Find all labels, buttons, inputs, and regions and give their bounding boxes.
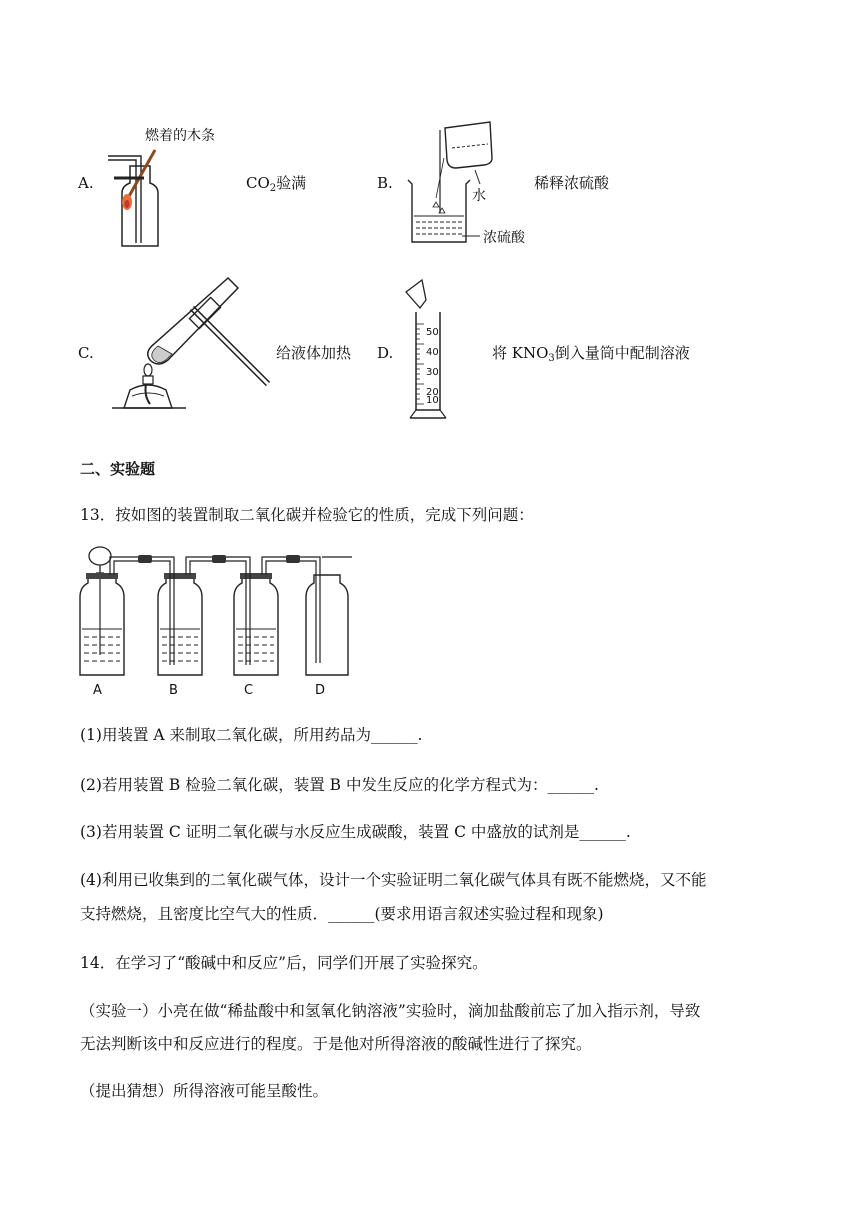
cylinder-tick-20: 20 xyxy=(426,387,439,398)
option-a-letter: A. xyxy=(78,174,94,192)
water-label: 水 xyxy=(472,188,486,204)
option-c-letter: C. xyxy=(78,344,94,362)
option-b-desc: 稀释浓硫酸 xyxy=(534,174,610,192)
heat-liquid-figure xyxy=(110,268,275,413)
bottle-label-a: A xyxy=(93,683,102,698)
q13-stem: 13．按如图的装置制取二氧化碳并检验它的性质，完成下列问题： xyxy=(80,506,534,524)
q13-sub3: (3)若用装置 C 证明二氧化碳与水反应生成碳酸，装置 C 中盛放的试剂是______. xyxy=(80,823,631,841)
section-title: 二、实验题 xyxy=(80,460,156,478)
co2-apparatus-figure xyxy=(74,545,359,680)
burning-stick-label: 燃着的木条 xyxy=(145,128,215,144)
co2-full-test-figure xyxy=(100,148,180,248)
option-a-desc: $CO_2$验满 xyxy=(246,174,307,194)
option-c-desc: 给液体加热 xyxy=(276,344,352,362)
bottle-label-b: B xyxy=(169,683,178,698)
q13-sub1: (1)用装置 A 来制取二氧化碳，所用药品为______. xyxy=(80,726,423,744)
q13-sub4-line1: (4)利用已收集到的二氧化碳气体，设计一个实验证明二氧化碳气体具有既不能燃烧，又不能 xyxy=(80,871,707,889)
q14-stem: 14．在学习了“酸碱中和反应”后，同学们开展了实验探究。 xyxy=(80,954,488,972)
option-d-letter: D. xyxy=(377,344,394,362)
q14-exp1-line1: （实验一）小亮在做“稀盐酸中和氢氧化钠溶液”实验时，滴加盐酸前忘了加入指示剂，导致 xyxy=(80,1002,701,1020)
option-b-letter: B. xyxy=(377,174,393,192)
q14-exp1-line2: 无法判断该中和反应进行的程度。于是他对所得溶液的酸碱性进行了探究。 xyxy=(80,1035,592,1053)
q13-sub2: (2)若用装置 B 检验二氧化碳，装置 B 中发生反应的化学方程式为：______. xyxy=(80,776,599,794)
cylinder-tick-50: 50 xyxy=(426,327,439,338)
q13-sub4-line2: 支持燃烧，且密度比空气大的性质．______(要求用语言叙述实验过程和现象) xyxy=(80,905,604,923)
option-d-desc: 将 $KNO_3$倒入量筒中配制溶液 xyxy=(492,344,690,364)
bottle-label-c: C xyxy=(244,683,254,698)
measuring-cylinder-figure xyxy=(400,278,460,426)
q14-hypothesis: （提出猜想）所得溶液可能呈酸性。 xyxy=(80,1082,329,1100)
conc-acid-label: 浓硫酸 xyxy=(483,230,525,246)
cylinder-tick-30: 30 xyxy=(426,367,439,378)
cylinder-tick-40: 40 xyxy=(426,347,439,358)
bottle-label-d: D xyxy=(315,683,326,698)
cylinder-tick-10: 10 xyxy=(426,395,439,406)
